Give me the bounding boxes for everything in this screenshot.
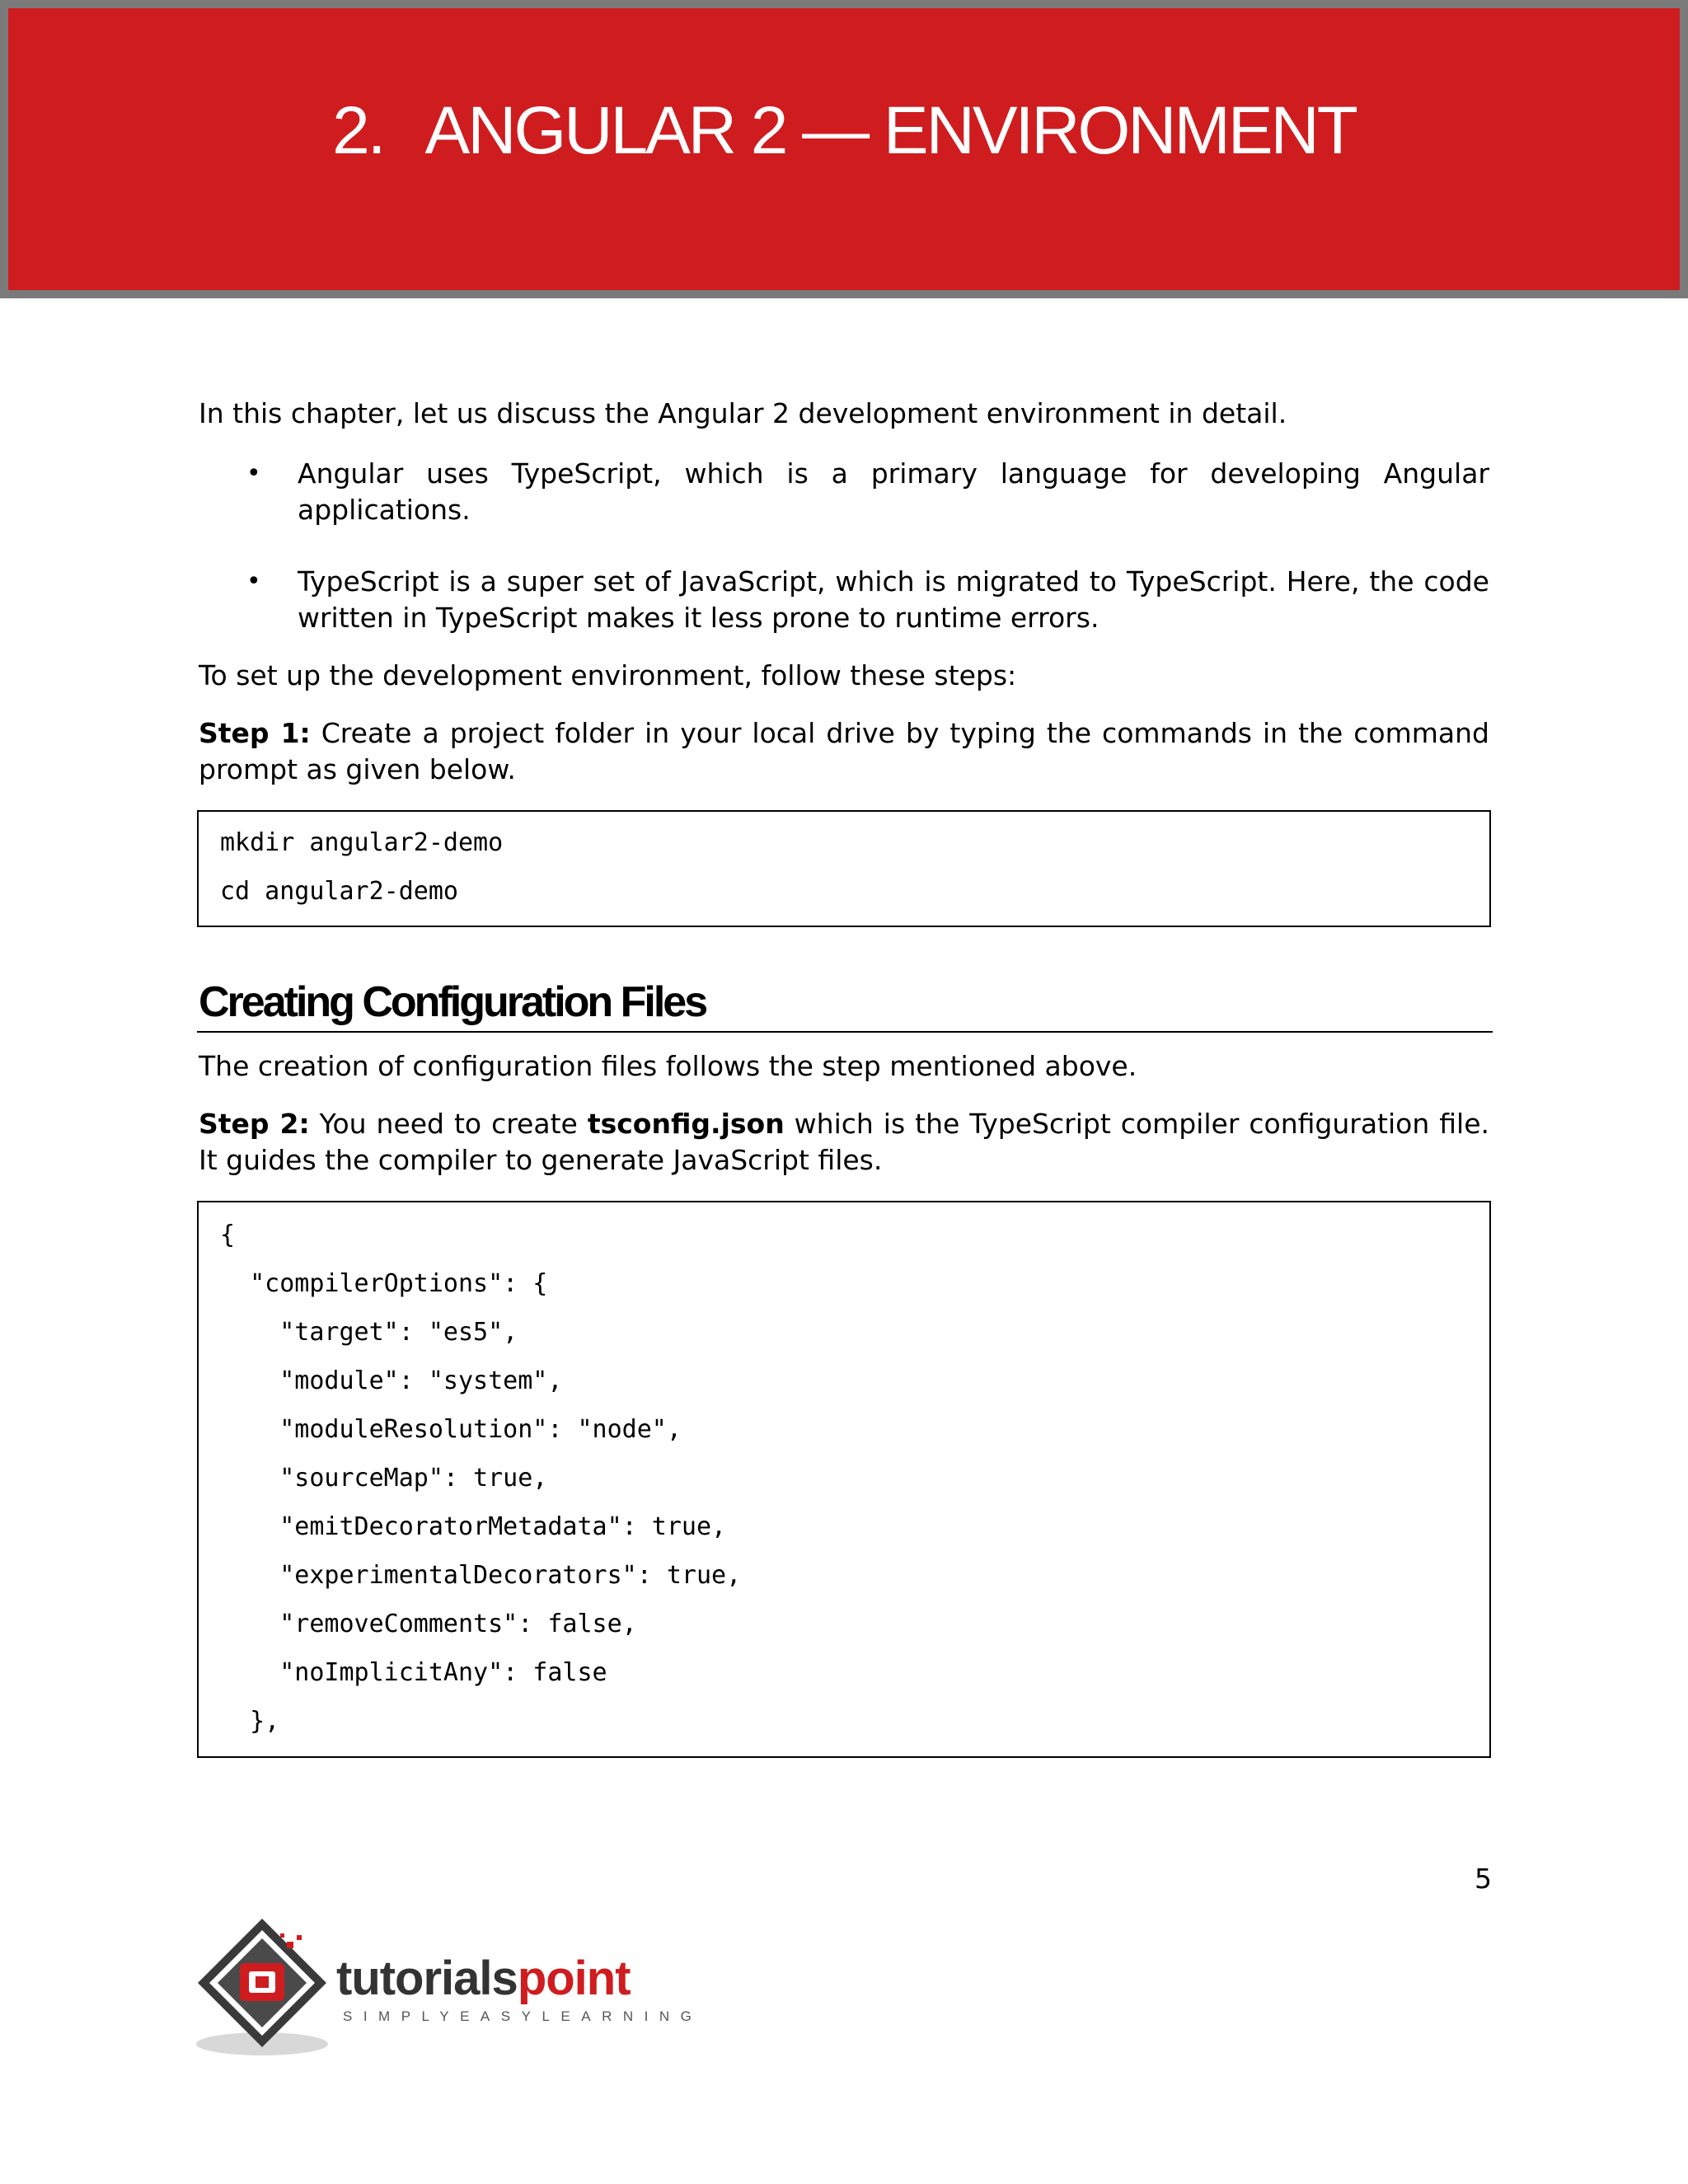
step2-paragraph bbox=[199, 1106, 1489, 1179]
step1-text: Create a project folder in your local drive by typing the commands in the command prompt as given below. bbox=[199, 717, 1489, 785]
code-line: { bbox=[220, 1221, 236, 1249]
page-number: 5 bbox=[1475, 1863, 1492, 1895]
code-line: }, bbox=[220, 1707, 280, 1736]
step2-text-after: which is the TypeScript compiler configuration file. It guides the compiler to generate JavaScript files. bbox=[199, 1108, 1489, 1176]
bullet-icon: • bbox=[246, 459, 261, 488]
code-line: "module": "system", bbox=[220, 1366, 563, 1395]
code-block-commands bbox=[197, 810, 1491, 927]
code-line: "compilerOptions": { bbox=[220, 1269, 548, 1298]
code-line: "noImplicitAny": false bbox=[220, 1658, 607, 1687]
step2-label: Step 2: bbox=[199, 1108, 310, 1140]
code-line: "removeComments": false, bbox=[220, 1610, 637, 1638]
step1-paragraph bbox=[199, 715, 1489, 788]
code-line: "emitDecoratorMetadata": true, bbox=[220, 1512, 727, 1541]
logo-wordmark bbox=[336, 1952, 631, 2005]
bullet-text: Angular uses TypeScript, which is a primary language for developing Angular applications. bbox=[298, 457, 1489, 526]
chapter-title-text: ANGULAR 2 — ENVIRONMENT bbox=[424, 93, 1356, 168]
logo-tagline: SIMPLYEASYLEARNING bbox=[343, 2008, 703, 2024]
code-line: "sourceMap": true, bbox=[220, 1464, 548, 1493]
logo-word-part2: point bbox=[517, 1952, 631, 2005]
code-block-tsconfig bbox=[197, 1201, 1491, 1758]
logo-word-part1: tutorials bbox=[336, 1952, 518, 2005]
intro-paragraph: In this chapter, let us discuss the Angular 2 development environment in detail. bbox=[199, 397, 1287, 429]
code-line: mkdir angular2-demo bbox=[220, 828, 504, 857]
section-intro-paragraph: The creation of configuration files follows the step mentioned above. bbox=[199, 1050, 1137, 1082]
step2-filename: tsconfig.json bbox=[587, 1108, 785, 1140]
code-line: cd angular2-demo bbox=[220, 877, 458, 906]
code-line: "target": "es5", bbox=[220, 1318, 518, 1347]
chapter-title bbox=[8, 91, 1680, 171]
heading-divider bbox=[197, 1031, 1493, 1033]
section-heading: Creating Configuration Files bbox=[199, 978, 706, 1026]
step1-label: Step 1: bbox=[199, 717, 311, 749]
bullet-icon: • bbox=[246, 567, 261, 596]
logo-mark-icon bbox=[195, 1912, 343, 2060]
chapter-banner bbox=[0, 0, 1688, 298]
code-line: "experimentalDecorators": true, bbox=[220, 1561, 742, 1590]
step2-text-before: You need to create bbox=[309, 1108, 588, 1140]
bullet-text: TypeScript is a super set of JavaScript, which is migrated to TypeScript. Here, the code written in TypeScript makes it less prone to runtime errors. bbox=[298, 565, 1489, 634]
chapter-number: 2. bbox=[332, 93, 384, 168]
setup-paragraph: To set up the development environment, follow these steps: bbox=[199, 659, 1017, 691]
tutorialspoint-logo bbox=[195, 1912, 703, 2060]
code-line: "moduleResolution": "node", bbox=[220, 1415, 682, 1444]
